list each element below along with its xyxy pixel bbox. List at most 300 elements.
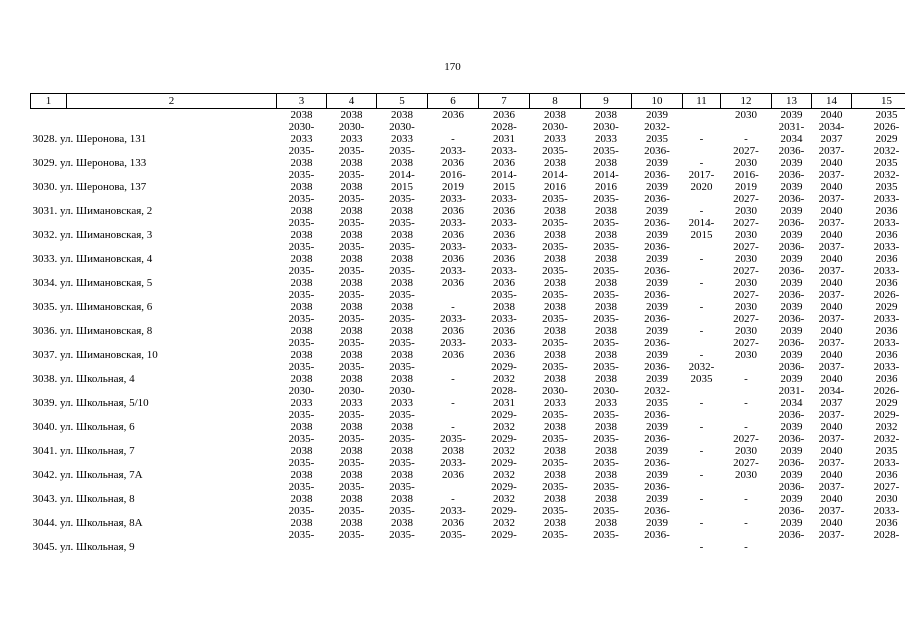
period-line: 2038 xyxy=(391,205,413,217)
street-address: 3045. ул. Школьная, 9 xyxy=(32,541,135,553)
period-line: - xyxy=(451,301,455,313)
period-line: 2039 xyxy=(780,373,803,385)
period-line: 2033 xyxy=(290,133,313,145)
period-cell xyxy=(683,337,721,361)
carry-over-cell: 2036 xyxy=(493,109,515,121)
period-cell xyxy=(530,265,581,289)
period-line: 2040 xyxy=(820,181,843,193)
period-cell xyxy=(327,241,377,265)
period-line: 2016 xyxy=(544,181,566,193)
period-line: 2033- xyxy=(873,265,900,277)
period-line: 2038 xyxy=(595,421,617,433)
period-cell xyxy=(812,505,852,529)
period-cell xyxy=(327,385,377,409)
period-line: 2035- xyxy=(593,505,619,517)
street-address: 3032. ул. Шимановская, 3 xyxy=(32,229,153,241)
period-cell xyxy=(852,289,905,313)
table-row xyxy=(31,529,905,553)
period-line: 2036 xyxy=(493,205,515,217)
period-line: 2035- xyxy=(338,289,365,301)
period-cell xyxy=(277,409,327,433)
period-cell xyxy=(772,217,812,241)
period-line: 2035- xyxy=(338,265,365,277)
period-cell xyxy=(683,289,721,313)
period-line: 2035- xyxy=(542,529,568,541)
period-cell xyxy=(581,313,632,337)
period-line: 2033 xyxy=(391,397,413,409)
period-line: 2034- xyxy=(818,121,845,133)
period-cell xyxy=(721,385,772,409)
period-cell xyxy=(277,529,327,553)
period-cell xyxy=(530,457,581,481)
period-line: 2035 xyxy=(690,373,713,385)
period-cell xyxy=(812,457,852,481)
period-line: 2038 xyxy=(544,301,566,313)
period-line: 2015 xyxy=(391,181,413,193)
period-line: 2039 xyxy=(646,157,668,169)
street-address: 3035. ул. Шимановская, 6 xyxy=(32,301,153,313)
period-cell xyxy=(277,481,327,505)
period-line: 2038 xyxy=(290,469,313,481)
period-line: 2038 xyxy=(544,205,566,217)
period-line: 2039 xyxy=(646,301,668,313)
column-header: 6 xyxy=(428,94,479,109)
period-cell xyxy=(852,121,905,145)
period-cell xyxy=(812,337,852,361)
period-cell xyxy=(428,289,479,313)
period-cell xyxy=(479,265,530,289)
period-line: 2036- xyxy=(644,409,670,421)
period-cell xyxy=(772,505,812,529)
period-line: - xyxy=(744,133,748,145)
period-cell xyxy=(327,121,377,145)
period-line: 2032 xyxy=(493,373,515,385)
period-line: 2030- xyxy=(288,385,315,397)
period-line: 2038 xyxy=(595,277,617,289)
column-header: 13 xyxy=(772,94,812,109)
period-line: 2035- xyxy=(593,433,619,445)
period-line: 2035- xyxy=(389,241,415,253)
period-line: 2035- xyxy=(288,481,315,493)
period-line: 2036- xyxy=(644,337,670,349)
period-line: 2033- xyxy=(873,313,900,325)
period-line: 2038 xyxy=(544,493,566,505)
period-line: 2036- xyxy=(778,409,805,421)
period-cell xyxy=(479,145,530,169)
period-cell xyxy=(772,433,812,457)
period-line: 2036- xyxy=(644,265,670,277)
period-cell xyxy=(852,457,905,481)
period-cell xyxy=(852,313,905,337)
period-line: 2038 xyxy=(595,469,617,481)
period-line: 2035- xyxy=(593,409,619,421)
period-cell xyxy=(277,265,327,289)
period-cell xyxy=(683,121,721,145)
period-line: 2038 xyxy=(340,445,363,457)
period-line: 2036- xyxy=(644,289,670,301)
period-line: 2038 xyxy=(340,157,363,169)
period-cell xyxy=(277,337,327,361)
period-cell xyxy=(852,145,905,169)
period-line: 2036- xyxy=(778,313,805,325)
period-cell xyxy=(428,145,479,169)
period-line: 2039 xyxy=(780,277,803,289)
period-line: 2036- xyxy=(644,529,670,541)
period-cell xyxy=(277,457,327,481)
period-line: 2032 xyxy=(493,421,515,433)
period-cell xyxy=(479,433,530,457)
table-row xyxy=(31,361,905,385)
street-address: 3036. ул. Шимановская, 8 xyxy=(32,325,153,337)
period-line: - xyxy=(699,445,704,457)
period-line: 2033- xyxy=(440,145,466,157)
period-line: 2038 xyxy=(595,253,617,265)
period-line: 2033- xyxy=(491,145,517,157)
period-cell xyxy=(632,529,683,553)
period-line: 2038 xyxy=(340,181,363,193)
period-line: 2036 xyxy=(875,349,898,361)
period-line: 2035- xyxy=(288,241,315,253)
period-line: - xyxy=(451,373,455,385)
street-address: 3040. ул. Школьная, 6 xyxy=(32,421,135,433)
table-row xyxy=(31,409,905,433)
period-line: 2039 xyxy=(780,253,803,265)
period-line: 2039 xyxy=(646,277,668,289)
period-cell xyxy=(530,361,581,385)
period-cell xyxy=(377,385,428,409)
period-line: 2040 xyxy=(820,301,843,313)
period-line: - xyxy=(699,349,704,361)
period-line: 2035- xyxy=(389,265,415,277)
period-line: 2035- xyxy=(542,433,568,445)
period-cell xyxy=(530,217,581,241)
period-line: - xyxy=(744,397,748,409)
period-line: 2033 xyxy=(595,397,617,409)
period-line: 2035- xyxy=(542,505,568,517)
period-line: 2035- xyxy=(542,361,568,373)
period-cell xyxy=(812,217,852,241)
period-line: 2039 xyxy=(646,205,668,217)
period-cell xyxy=(772,529,812,553)
period-line: 2035- xyxy=(288,169,315,181)
period-cell xyxy=(852,529,905,553)
period-line: 2038 xyxy=(340,229,363,241)
period-cell xyxy=(852,265,905,289)
period-line: 2014- xyxy=(688,217,715,229)
period-cell xyxy=(772,361,812,385)
period-line: 2037- xyxy=(818,337,845,349)
column-header: 4 xyxy=(327,94,377,109)
period-line: 2038 xyxy=(290,205,313,217)
period-line: 2028- xyxy=(873,529,900,541)
period-line: 2027- xyxy=(733,337,759,349)
period-line: - xyxy=(744,373,748,385)
period-line: 2033 xyxy=(340,133,363,145)
period-line: 2032- xyxy=(873,169,900,181)
period-line: 2036 xyxy=(875,469,898,481)
period-line: - xyxy=(451,133,455,145)
period-line: 2035- xyxy=(389,505,415,517)
period-cell xyxy=(581,433,632,457)
period-line: 2033- xyxy=(491,241,517,253)
period-line: 2035- xyxy=(338,193,365,205)
period-line: 2038 xyxy=(290,277,313,289)
period-line: 2030 xyxy=(735,205,757,217)
period-line: 2037- xyxy=(818,217,845,229)
period-line: 2039 xyxy=(646,325,668,337)
period-line: 2040 xyxy=(820,277,843,289)
period-line: 2035 xyxy=(646,133,668,145)
period-cell xyxy=(530,385,581,409)
period-line: 2035- xyxy=(389,193,415,205)
period-line: 2035- xyxy=(593,193,619,205)
period-cell xyxy=(377,361,428,385)
period-line: 2030- xyxy=(542,121,568,133)
period-line: 2037- xyxy=(818,193,845,205)
period-line: 2032- xyxy=(873,145,900,157)
period-line: 2030 xyxy=(735,349,757,361)
period-cell xyxy=(479,193,530,217)
period-line: 2030 xyxy=(735,445,757,457)
period-cell xyxy=(377,529,428,553)
period-cell xyxy=(581,289,632,313)
period-line: 2035- xyxy=(542,265,568,277)
period-cell xyxy=(479,121,530,145)
period-line: 2033 xyxy=(544,397,566,409)
period-line: 2038 xyxy=(290,253,313,265)
period-line: - xyxy=(699,301,704,313)
table-row xyxy=(31,265,905,289)
period-cell xyxy=(530,481,581,505)
period-cell xyxy=(772,409,812,433)
period-cell xyxy=(479,241,530,265)
period-cell xyxy=(852,433,905,457)
period-line: 2038 xyxy=(290,301,313,313)
period-line: 2035- xyxy=(593,457,619,469)
period-line: 2033- xyxy=(491,337,517,349)
period-line: 2039 xyxy=(780,325,803,337)
period-line: 2040 xyxy=(820,469,843,481)
table-row xyxy=(31,505,905,529)
period-line: 2036 xyxy=(493,325,515,337)
period-line: - xyxy=(699,541,704,553)
period-line: 2032- xyxy=(644,121,670,133)
period-line: 2036 xyxy=(442,349,464,361)
period-line: 2033 xyxy=(340,397,363,409)
period-line: 2029 xyxy=(875,301,898,313)
period-line: 2035- xyxy=(288,265,315,277)
period-line: 2036- xyxy=(778,241,805,253)
period-line: 2036- xyxy=(644,217,670,229)
period-cell xyxy=(377,433,428,457)
period-line: 2039 xyxy=(646,349,668,361)
period-line: 2036- xyxy=(778,337,805,349)
period-cell xyxy=(812,241,852,265)
carry-over-row xyxy=(31,109,905,122)
period-cell xyxy=(683,193,721,217)
period-line: 2028- xyxy=(491,385,517,397)
period-line: 2038 xyxy=(391,469,413,481)
period-cell xyxy=(852,361,905,385)
period-line: 2036 xyxy=(442,469,464,481)
period-line: 2029- xyxy=(491,505,517,517)
period-cell xyxy=(277,385,327,409)
period-cell xyxy=(428,529,479,553)
period-line: 2035- xyxy=(338,481,365,493)
period-line: 2039 xyxy=(780,229,803,241)
period-line: 2029- xyxy=(491,433,517,445)
street-address: 3041. ул. Школьная, 7 xyxy=(32,445,135,457)
period-line: 2036- xyxy=(644,481,670,493)
period-line: 2035- xyxy=(338,409,365,421)
period-line: 2032 xyxy=(493,445,515,457)
period-cell xyxy=(377,313,428,337)
carry-over-cell xyxy=(683,109,721,122)
period-line: 2040 xyxy=(820,157,843,169)
period-line: 2035- xyxy=(338,217,365,229)
period-cell xyxy=(683,361,721,385)
carry-over-cell: 2038 xyxy=(595,109,617,121)
period-line: 2036 xyxy=(442,157,464,169)
period-cell xyxy=(479,337,530,361)
table-row xyxy=(31,121,905,145)
period-line: - xyxy=(451,397,455,409)
period-cell xyxy=(632,433,683,457)
period-line: 2040 xyxy=(820,349,843,361)
street-address: 3028. ул. Шеронова, 131 xyxy=(32,133,147,145)
period-cell xyxy=(530,145,581,169)
period-line: 2030 xyxy=(875,493,898,505)
period-line: 2030 xyxy=(735,469,757,481)
period-line: 2036 xyxy=(493,229,515,241)
period-cell xyxy=(812,409,852,433)
period-cell xyxy=(683,217,721,241)
period-line: 2035- xyxy=(542,337,568,349)
period-line: 2038 xyxy=(340,373,363,385)
period-line: 2037- xyxy=(818,433,845,445)
period-line: 2037- xyxy=(818,457,845,469)
period-cell xyxy=(721,265,772,289)
period-line: 2019 xyxy=(735,181,757,193)
period-line: 2038 xyxy=(595,229,617,241)
period-line: 2039 xyxy=(780,421,803,433)
period-line: 2033 xyxy=(391,133,413,145)
period-line: - xyxy=(699,469,704,481)
period-cell xyxy=(632,169,683,193)
period-line: 2036- xyxy=(644,193,670,205)
period-line: 2038 xyxy=(595,373,617,385)
period-line: 2036- xyxy=(778,361,805,373)
carry-over-cell: 2038 xyxy=(340,109,363,121)
column-header: 14 xyxy=(812,94,852,109)
period-line: 2035- xyxy=(389,289,415,301)
period-cell xyxy=(581,361,632,385)
period-line: 2016 xyxy=(595,181,617,193)
period-cell xyxy=(812,193,852,217)
period-cell xyxy=(721,433,772,457)
period-cell xyxy=(852,409,905,433)
column-header: 12 xyxy=(721,94,772,109)
period-line: 2033- xyxy=(440,505,466,517)
period-line: 2036- xyxy=(778,457,805,469)
period-line: 2035 xyxy=(875,157,898,169)
period-line: 2035- xyxy=(288,217,315,229)
street-address: 3037. ул. Шимановская, 10 xyxy=(32,349,158,361)
period-line: 2027- xyxy=(733,241,759,253)
period-cell xyxy=(721,169,772,193)
table-row xyxy=(31,313,905,337)
period-cell xyxy=(428,169,479,193)
period-line: - xyxy=(699,325,704,337)
period-cell xyxy=(632,193,683,217)
period-cell xyxy=(632,241,683,265)
period-line: 2027- xyxy=(733,145,759,157)
period-line: 2014- xyxy=(389,169,415,181)
period-cell xyxy=(632,361,683,385)
period-line: 2035- xyxy=(593,313,619,325)
period-line: 2028- xyxy=(491,121,517,133)
period-line: 2030- xyxy=(389,385,415,397)
period-cell xyxy=(632,265,683,289)
period-line: 2033- xyxy=(440,265,466,277)
period-line: 2038 xyxy=(391,325,413,337)
period-line: - xyxy=(744,517,748,529)
period-line: 2029- xyxy=(491,457,517,469)
period-line: 2038 xyxy=(290,229,313,241)
period-line: 2038 xyxy=(340,493,363,505)
period-cell xyxy=(852,217,905,241)
period-cell xyxy=(581,169,632,193)
period-line: 2033- xyxy=(873,241,900,253)
period-cell xyxy=(683,481,721,505)
period-line: 2014- xyxy=(593,169,619,181)
table-row xyxy=(31,241,905,265)
period-cell xyxy=(721,241,772,265)
period-line: 2031 xyxy=(493,397,515,409)
period-line: 2033- xyxy=(873,457,900,469)
carry-over-cell: 2038 xyxy=(544,109,566,121)
period-line: 2029 xyxy=(875,397,898,409)
period-line: - xyxy=(744,493,748,505)
period-line: 2036 xyxy=(442,229,464,241)
schedule-table xyxy=(30,93,905,553)
period-line: 2038 xyxy=(442,445,464,457)
period-line: 2030- xyxy=(288,121,315,133)
period-line: 2039 xyxy=(780,301,803,313)
period-line: 2036 xyxy=(493,253,515,265)
period-cell xyxy=(277,145,327,169)
period-cell xyxy=(428,361,479,385)
period-cell xyxy=(683,409,721,433)
period-cell xyxy=(683,241,721,265)
period-cell xyxy=(721,337,772,361)
period-cell xyxy=(772,241,812,265)
period-line: 2040 xyxy=(820,421,843,433)
period-cell xyxy=(327,145,377,169)
period-cell xyxy=(377,169,428,193)
period-line: 2035- xyxy=(542,289,568,301)
period-cell xyxy=(377,121,428,145)
period-line: 2033- xyxy=(873,217,900,229)
period-cell xyxy=(277,193,327,217)
period-line: 2027- xyxy=(733,217,759,229)
period-line: 2038 xyxy=(595,205,617,217)
period-line: 2035- xyxy=(338,457,365,469)
period-line: 2032- xyxy=(688,361,715,373)
period-line: 2036 xyxy=(875,277,898,289)
period-line: 2039 xyxy=(780,517,803,529)
period-cell xyxy=(721,193,772,217)
